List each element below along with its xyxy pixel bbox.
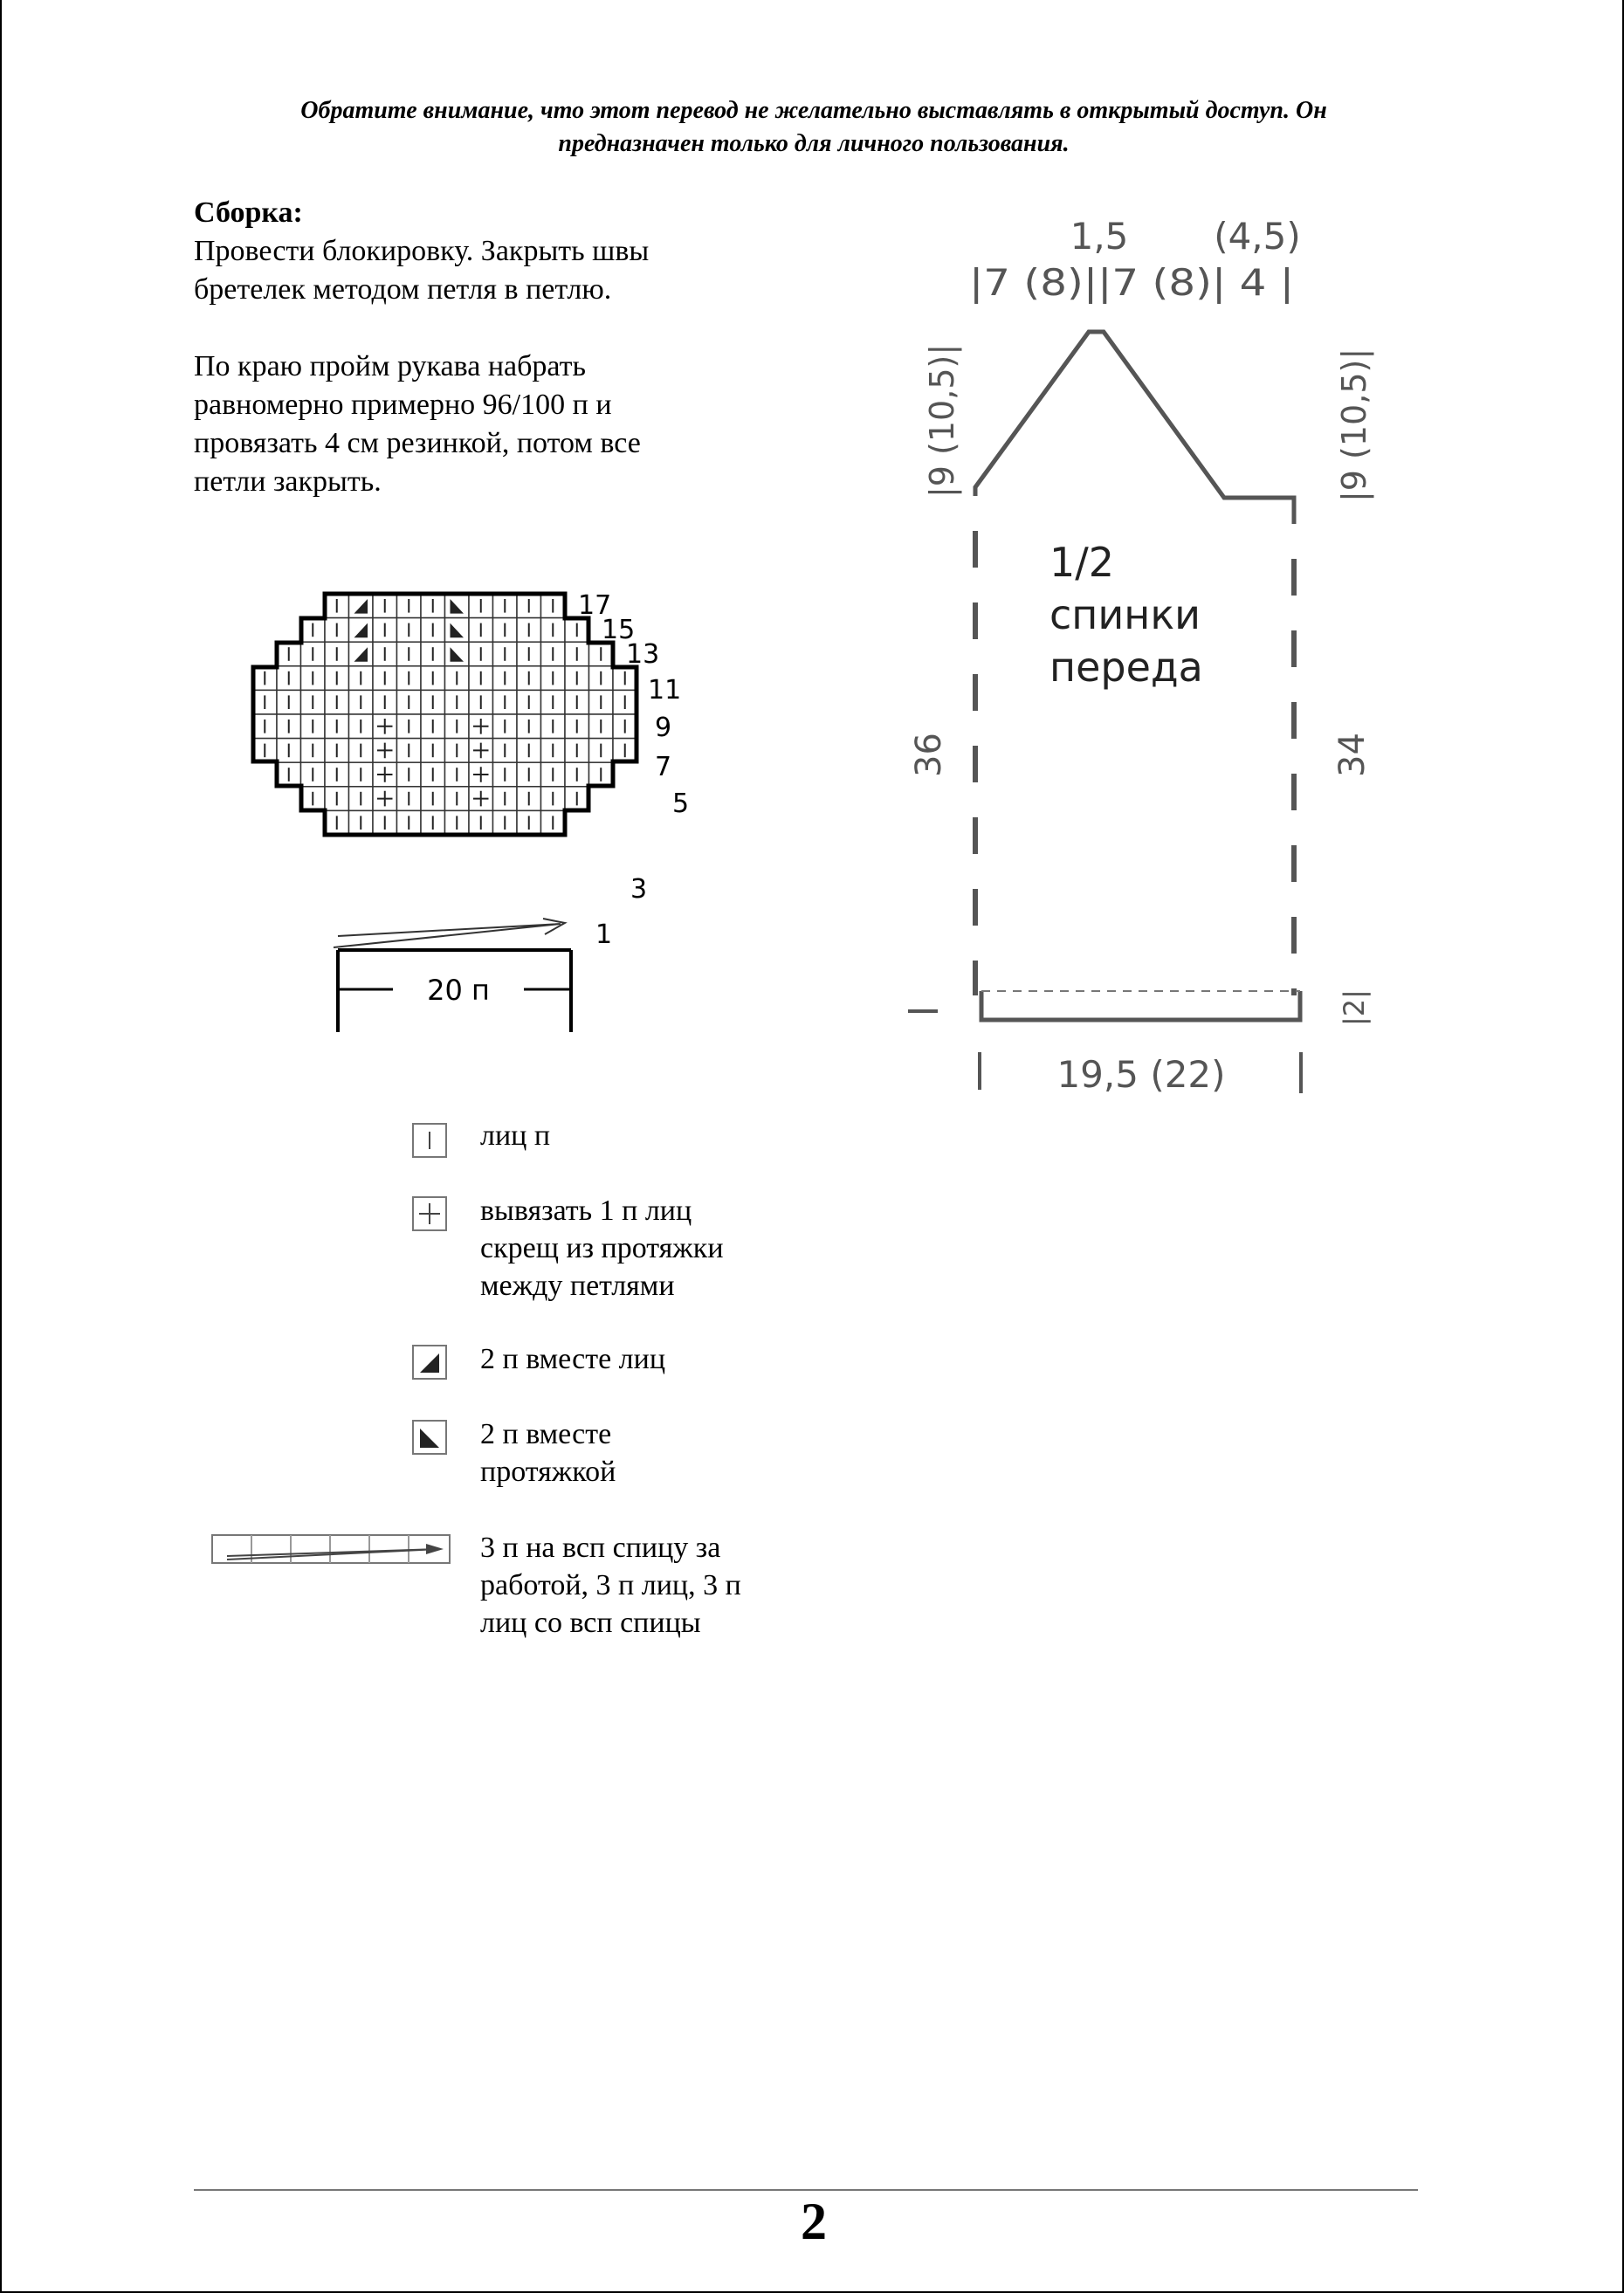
assembly-line-6: петли закрыть. bbox=[194, 465, 382, 498]
legend-make1-line-3: между петлями bbox=[480, 1270, 675, 1302]
legend-knit-symbol bbox=[410, 1121, 449, 1160]
legend-cable-line-1: 3 п на всп спицу за bbox=[480, 1532, 721, 1564]
top-row-measures: |7 (8)||7 (8)| 4 | bbox=[969, 261, 1294, 304]
top-right-measure: (4,5) bbox=[1214, 215, 1301, 258]
stitch-chart bbox=[194, 576, 770, 1048]
legend-cable-symbol bbox=[210, 1530, 454, 1568]
assembly-section bbox=[194, 194, 805, 501]
row-number-3: 3 bbox=[630, 874, 648, 905]
schematic-title-1: 1/2 bbox=[1049, 539, 1115, 586]
right-length-measure: 34 bbox=[1332, 733, 1373, 777]
legend-make1-text bbox=[480, 1192, 847, 1305]
row-number-15: 15 bbox=[602, 615, 636, 645]
page-number: 2 bbox=[801, 2193, 827, 2250]
legend-cable-line-3: лиц со всп спицы bbox=[480, 1607, 701, 1639]
cable-arrow bbox=[334, 919, 565, 947]
legend-make1-line-2: скрещ из протяжки bbox=[480, 1232, 724, 1264]
chart-cell bbox=[349, 642, 374, 666]
notice-text bbox=[176, 94, 1451, 161]
legend-make1-symbol bbox=[410, 1195, 449, 1233]
chart-width-label: 20 п bbox=[427, 974, 490, 1007]
legend-ssk-symbol bbox=[410, 1418, 449, 1456]
legend-cable-text bbox=[480, 1529, 847, 1642]
legend-k2tog-line: 2 п вместе лиц bbox=[480, 1343, 666, 1375]
assembly-line-2: бретелек методом петля в петлю. bbox=[194, 273, 612, 306]
row-number-1: 1 bbox=[595, 919, 613, 950]
chart-cell bbox=[349, 618, 374, 643]
row-number-17: 17 bbox=[578, 590, 612, 621]
left-upper-measure: |9 (10,5)| bbox=[923, 343, 961, 498]
notice-line-2: предназначен только для личного пользования. bbox=[558, 130, 1070, 157]
assembly-line-5: провязать 4 см резинкой, потом все bbox=[194, 427, 641, 459]
row-number-11: 11 bbox=[648, 675, 682, 706]
left-length-measure: 36 bbox=[909, 733, 949, 777]
legend-make1-line-1: вывязать 1 п лиц bbox=[480, 1195, 692, 1227]
top-center-measure: 1,5 bbox=[1070, 215, 1129, 258]
row-number-9: 9 bbox=[655, 713, 672, 743]
legend-k2tog-symbol bbox=[410, 1343, 449, 1381]
legend-ssk-text bbox=[480, 1415, 847, 1491]
legend-knit-line: лиц п bbox=[480, 1119, 551, 1152]
chart-cell bbox=[445, 642, 470, 666]
legend-ssk-line-2: протяжкой bbox=[480, 1456, 616, 1488]
notice-line-1: Обратите внимание, что этот перевод не желательно выставлять в открытый доступ. Он bbox=[300, 97, 1327, 124]
assembly-line-4: равномерно примерно 96/100 п и bbox=[194, 389, 612, 421]
assembly-heading: Сборка: bbox=[194, 196, 303, 229]
garment-schematic bbox=[875, 210, 1416, 1100]
chart-cell bbox=[445, 618, 470, 643]
chart-cell bbox=[349, 594, 374, 618]
schematic-title-2: спинки bbox=[1049, 591, 1201, 638]
rib-height-measure: |2| bbox=[1338, 989, 1371, 1026]
chart-grid bbox=[253, 594, 637, 835]
right-upper-measure: |9 (10,5)| bbox=[1335, 348, 1373, 502]
schematic-outline bbox=[975, 332, 1294, 524]
row-number-7: 7 bbox=[655, 752, 672, 782]
assembly-line-1: Провести блокировку. Закрыть швы bbox=[194, 235, 650, 267]
legend-knit-text bbox=[480, 1117, 847, 1154]
legend-ssk-line-1: 2 п вместе bbox=[480, 1418, 612, 1450]
row-number-5: 5 bbox=[672, 788, 690, 819]
chart-cell bbox=[445, 594, 470, 618]
schematic-title-3: переда bbox=[1049, 644, 1203, 691]
assembly-line-3: По краю пройм рукава набрать bbox=[194, 350, 586, 382]
legend-cable-line-2: работой, 3 п лиц, 3 п bbox=[480, 1569, 741, 1601]
legend-k2tog-text bbox=[480, 1340, 847, 1378]
bottom-width-measure: 19,5 (22) bbox=[1056, 1053, 1226, 1096]
rib-band bbox=[981, 991, 1300, 1020]
row-number-13: 13 bbox=[626, 639, 660, 670]
